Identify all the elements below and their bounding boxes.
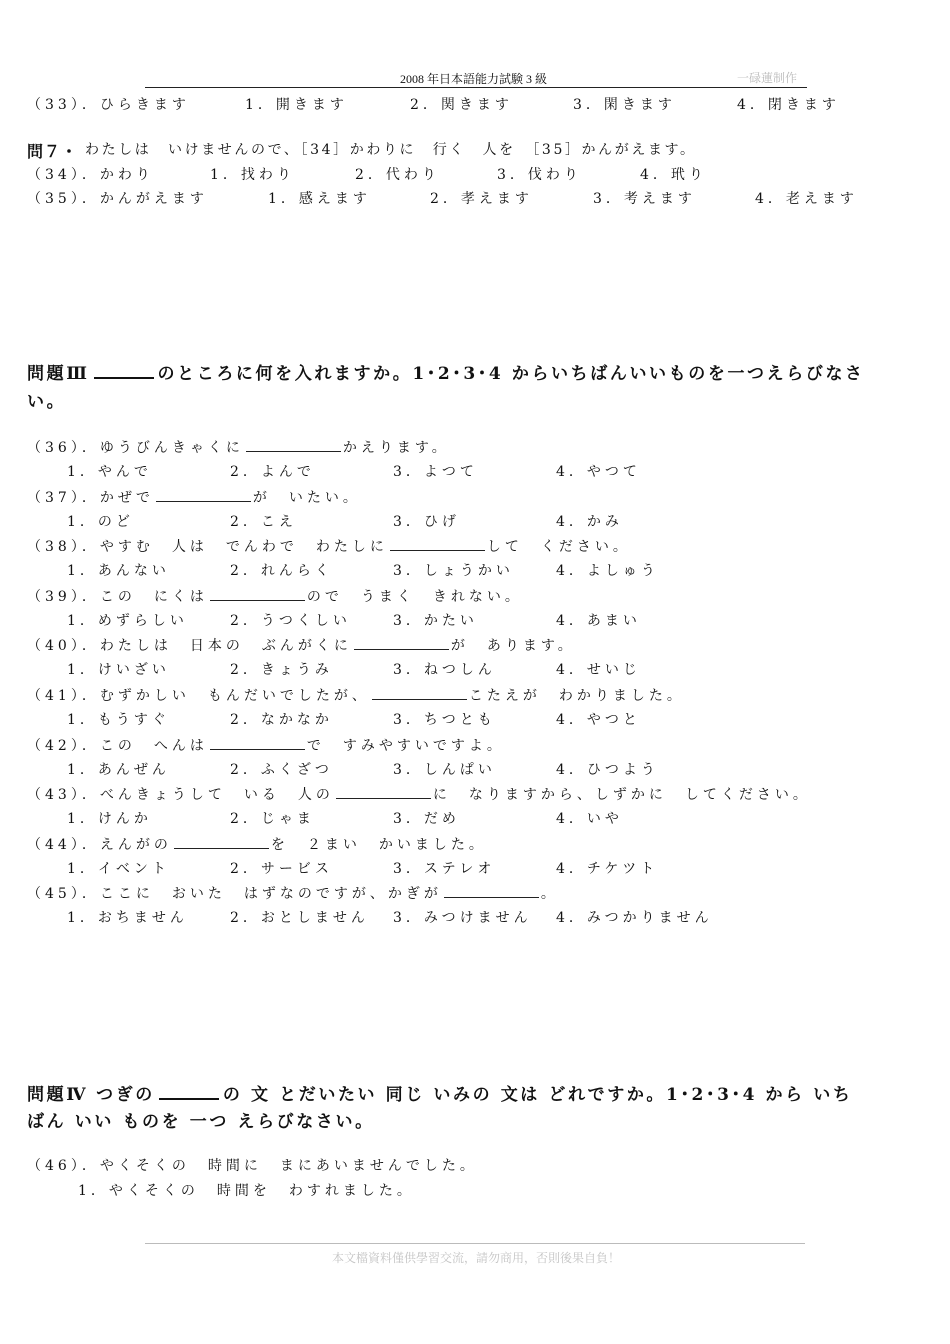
answer-blank [444,883,539,898]
question-37-option-3: 3．ひげ [393,514,460,530]
header-credit: 一碌蓮制作 [737,71,798,85]
question-41-option-3: 3．ちつとも [393,712,496,728]
question-44-prompt [27,834,487,854]
answer-blank [372,685,467,700]
question-prompt-text: で すみやすいですよ。 [306,738,505,754]
question-prompt-text: して ください。 [486,539,631,555]
question-33-option-3: 3．閑きます [573,97,676,113]
question-prompt-text: （40）．わたしは 日本の ぶんがくに [27,638,352,654]
section-3-heading [27,359,865,384]
question-45-option-4: 4．みつかりません [556,910,713,926]
question-37-option-1: 1．のど [67,514,134,530]
question-44-option-1: 1．イベント [67,861,170,877]
question-prompt-text: （42）．この へんは [27,738,208,754]
question-35-option-2: 2．孝えます [430,191,533,207]
section-4-label: 問題Ⅳ [27,1085,89,1105]
question-40-prompt [27,635,576,655]
question-38-option-4: 4．よしゅう [556,563,659,579]
question-44-option-2: 2．サービス [230,861,333,877]
question-prompt-text: ので うまく きれない。 [306,589,523,605]
question-39-option-4: 4．あまい [556,613,641,629]
answer-blank [210,586,305,601]
question-43-option-3: 3．だめ [393,811,460,827]
question-41-option-1: 1．もうすぐ [67,712,170,728]
question-37-prompt [27,487,361,507]
question-prompt-text: （38）．やすむ 人は でんわで わたしに [27,539,388,555]
question-7-text: わたしは いけませんので、［34］かわりに 行く 人を ［35］かんがえます。 [85,142,697,158]
question-prompt-text: （37）．かぜで [27,490,154,506]
question-44-option-3: 3．ステレオ [393,861,496,877]
question-38-option-3: 3．しょうかい [393,563,514,579]
question-42-option-1: 1．あんぜん [67,762,170,778]
section-4-heading [27,1080,852,1105]
question-45-option-1: 1．おちません [67,910,188,926]
question-38-option-1: 1．あんない [67,563,170,579]
answer-blank [336,784,431,799]
question-39-option-2: 2．うつくしい [230,613,351,629]
section-4-instruction: の 文 とだいたい 同じ いみの 文は どれですか。1･2･3･4 から いち [222,1085,853,1105]
question-44-option-4: 4．チケツト [556,861,659,877]
question-prompt-text: が あります。 [450,638,576,654]
section-3-underline [94,363,154,379]
question-prompt-text: （45）．ここに おいた はずなのですが、かぎが [27,886,442,902]
question-39-option-3: 3．かたい [393,613,478,629]
question-prompt-text: （39）．この にくは [27,589,208,605]
question-prompt-text: こたえが わかりました。 [468,688,685,704]
question-35-option-1: 1．感えます [268,191,371,207]
question-46-prompt: （46）．やくそくの 時間に まにあいませんでした。 [27,1158,478,1174]
answer-blank [156,487,251,502]
question-prompt-text: かえります。 [342,440,450,456]
question-42-option-3: 3．しんぱい [393,762,496,778]
question-43-prompt [27,784,811,804]
answer-blank [246,437,341,452]
question-46-option-1: 1．やくそくの 時間を わすれました。 [78,1183,415,1199]
question-33-option-1: 1．開きます [245,97,348,113]
question-36-prompt [27,437,450,457]
question-36-option-3: 3．よつて [393,464,478,480]
question-prompt-text: に なりますから、しずかに してください。 [432,787,811,803]
question-36-option-1: 1．やんで [67,464,152,480]
question-36-option-4: 4．やつて [556,464,641,480]
question-40-option-4: 4．せいじ [556,662,641,678]
question-34-option-2: 2．代わり [355,167,440,183]
question-prompt-text: を ２まい かいました。 [270,837,487,853]
question-39-prompt [27,586,523,606]
question-42-prompt [27,735,505,755]
section-3-label: 問題Ⅲ [27,364,90,384]
question-35-prompt: （35）．かんがえます [27,191,208,207]
question-45-prompt [27,883,559,903]
question-prompt-text: （41）．むずかしい もんだいでしたが、 [27,688,370,704]
answer-blank [390,536,485,551]
question-34-option-1: 1．找わり [210,167,295,183]
question-33-prompt: （33）．ひらきます [27,97,190,113]
question-45-option-3: 3．みつけません [393,910,532,926]
question-41-option-2: 2．なかなか [230,712,333,728]
question-40-option-1: 1．けいざい [67,662,170,678]
question-37-option-2: 2．こえ [230,514,297,530]
question-41-prompt [27,685,685,705]
question-prompt-text: （44）．えんがの [27,837,172,853]
answer-blank [210,735,305,750]
question-prompt-text: が いたい。 [252,490,361,506]
question-37-option-4: 4．かみ [556,514,623,530]
question-35-option-4: 4．老えます [755,191,858,207]
question-33-option-2: 2．関きます [410,97,513,113]
question-34-option-3: 3．伐わり [497,167,582,183]
question-43-option-2: 2．じゃま [230,811,315,827]
question-42-option-2: 2．ふくざつ [230,762,333,778]
footer-divider [145,1243,805,1244]
question-38-prompt [27,536,631,556]
question-41-option-4: 4．やつと [556,712,641,728]
section-3-instruction: のところに何を入れますか。1･2･3･4 からいちばんいいものを一つえらびなさ [157,364,865,384]
question-7-label: 問７・ [27,142,79,161]
section-4-instruction-end: ばん いい ものを 一つ えらびなさい。 [27,1112,375,1132]
header-divider [145,87,807,88]
question-36-option-2: 2．よんで [230,464,315,480]
question-45-option-2: 2．おとしません [230,910,369,926]
section-3-instruction-end: い。 [27,392,67,412]
answer-blank [174,834,269,849]
question-40-option-3: 3．ねつしん [393,662,496,678]
question-39-option-1: 1．めずらしい [67,613,188,629]
question-43-option-1: 1．けんか [67,811,152,827]
section-4-underline [159,1084,219,1100]
question-43-option-4: 4．いや [556,811,623,827]
question-38-option-2: 2．れんらく [230,563,333,579]
header-title: 2008 年日本語能力試験 3 級 [400,72,548,86]
footer-note: 本文檔資料僅供學習交流，請勿商用，否則後果自負！ [332,1251,621,1265]
section-4-instruction-start: つぎの [96,1085,155,1105]
answer-blank [354,635,449,650]
question-42-option-4: 4．ひつよう [556,762,659,778]
question-40-option-2: 2．きょうみ [230,662,333,678]
question-prompt-text: （43）．べんきょうして いる 人の [27,787,334,803]
question-34-prompt: （34）．かわり [27,167,154,183]
question-prompt-text: （36）．ゆうびんきゃくに [27,440,244,456]
question-34-option-4: 4．玳り [640,167,707,183]
question-33-option-4: 4．閉きます [737,97,840,113]
question-prompt-text: 。 [540,886,559,902]
question-35-option-3: 3．考えます [593,191,696,207]
